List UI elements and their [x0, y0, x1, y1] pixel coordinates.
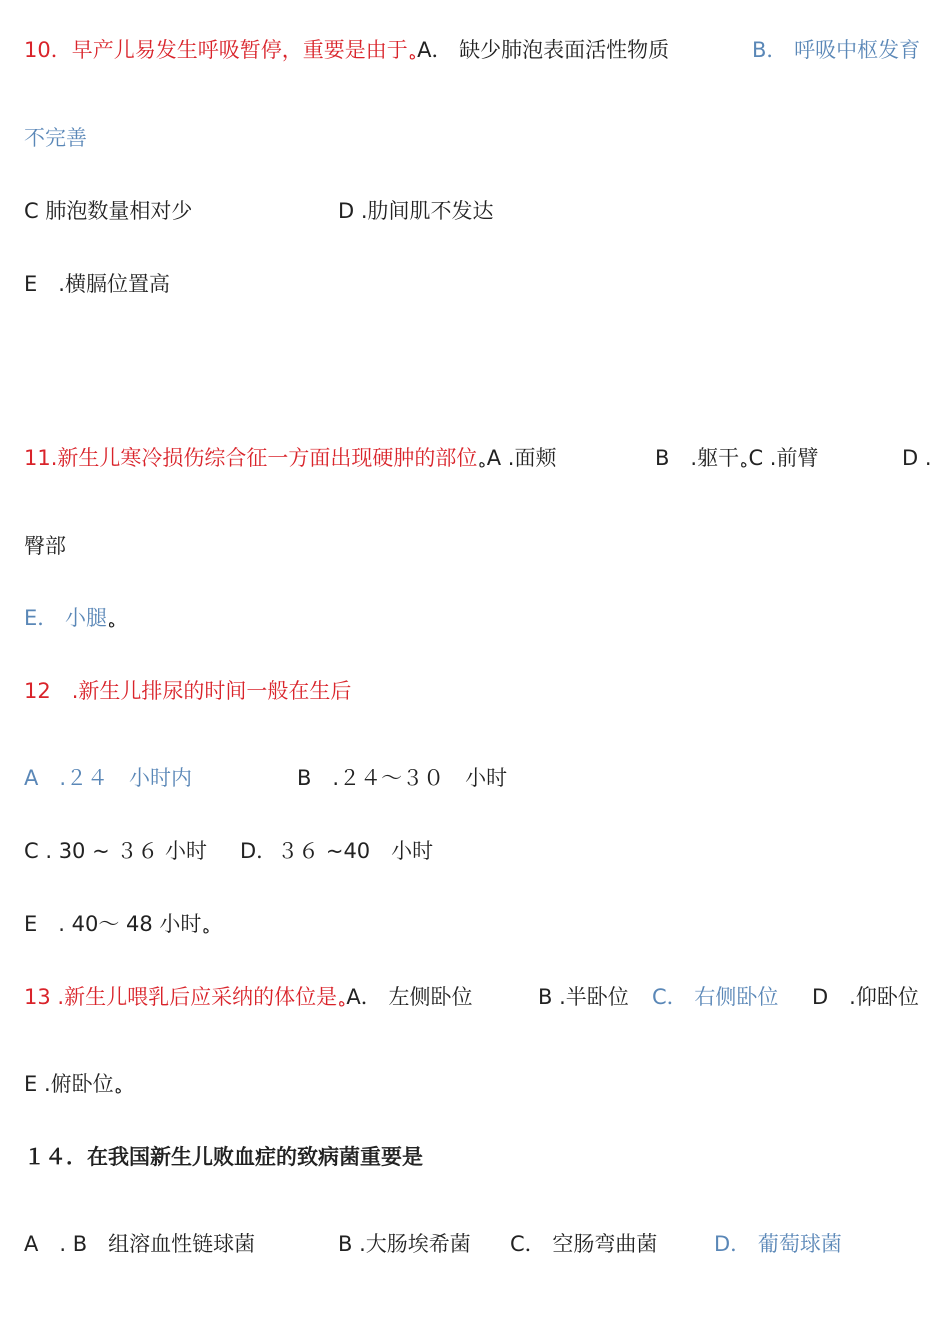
question-12-option-b: B .２４～３０ 小时 [297, 766, 508, 790]
question-11-option-d-continued: 臀部 [24, 534, 66, 558]
question-10-line [24, 40, 669, 61]
question-10-option-e: E .横膈位置高 [24, 272, 170, 296]
question-11-option-e-line [24, 608, 116, 629]
question-13-stem: 13 .新生儿喂乳后应采纳的体位是 [24, 985, 338, 1009]
question-14-option-b: B .大肠埃希菌 [338, 1232, 471, 1256]
question-12-option-d: D．３６ ~40 小时 [240, 839, 434, 863]
question-13-line [24, 987, 472, 1008]
question-13-option-e-line [24, 1074, 123, 1095]
question-11-line [24, 448, 556, 469]
question-13-option-d: D .仰卧位 [812, 985, 919, 1009]
tab-mark: ﻩ [107, 615, 116, 631]
question-14-option-d: D． 葡萄球菌 [714, 1232, 842, 1256]
question-11-option-c: C .前臂 [748, 446, 819, 470]
question-13-option-c: C． 右侧卧位 [652, 985, 779, 1009]
question-10-option-b: B． 呼吸中枢发育 [752, 38, 921, 62]
tab-mark: ﻩ [114, 1081, 122, 1097]
question-10-option-b-continued: 不完善 [24, 126, 87, 150]
tab-mark: ﻩ [338, 994, 346, 1010]
question-10-option-a: A． 缺少肺泡表面活性物质 [417, 38, 670, 62]
question-11-stem: 11.新生儿寒冷损伤综合征一方面出现硬肿的部位 [24, 446, 478, 470]
question-12-option-e: E . 40～ 48 小时 [24, 912, 202, 936]
question-13-option-b: B .半卧位 [538, 985, 629, 1009]
question-10-option-c: C 肺泡数量相对少 [24, 199, 193, 223]
question-14-stem: １４．在我国新生儿败血症的致病菌重要是 [24, 1145, 423, 1169]
question-11-option-b-c [655, 448, 818, 469]
question-13-option-e: E .俯卧位 [24, 1072, 114, 1096]
tab-mark: ﻩ [740, 455, 748, 471]
question-12-option-a: A .２４ 小时内 [24, 766, 193, 790]
question-10-option-d: D .肋间肌不发达 [338, 199, 494, 223]
question-12-option-c: C . 30 ~ ３６ 小时 [24, 839, 208, 863]
question-11-option-b: B .躯干 [655, 446, 740, 470]
question-13-option-a: A． 左侧卧位 [346, 985, 473, 1009]
question-10-stem: 10．早产儿易发生呼吸暂停，重要是由于 [24, 38, 408, 62]
tab-mark: ﻩ [202, 921, 210, 937]
question-12-option-e-line [24, 914, 211, 935]
question-14-option-a: A . B 组溶血性链球菌 [24, 1232, 256, 1256]
tab-mark: ﻩ [408, 47, 417, 63]
question-11-option-e: E． 小腿 [24, 606, 107, 630]
question-11-option-a: A .面颊 [486, 446, 557, 470]
question-12-stem: 12 .新生儿排尿的时间一般在生后 [24, 679, 352, 703]
question-11-option-d: D . [902, 446, 932, 470]
tab-mark: ﻩ [478, 455, 486, 471]
question-14-option-c: C． 空肠弯曲菌 [510, 1232, 658, 1256]
